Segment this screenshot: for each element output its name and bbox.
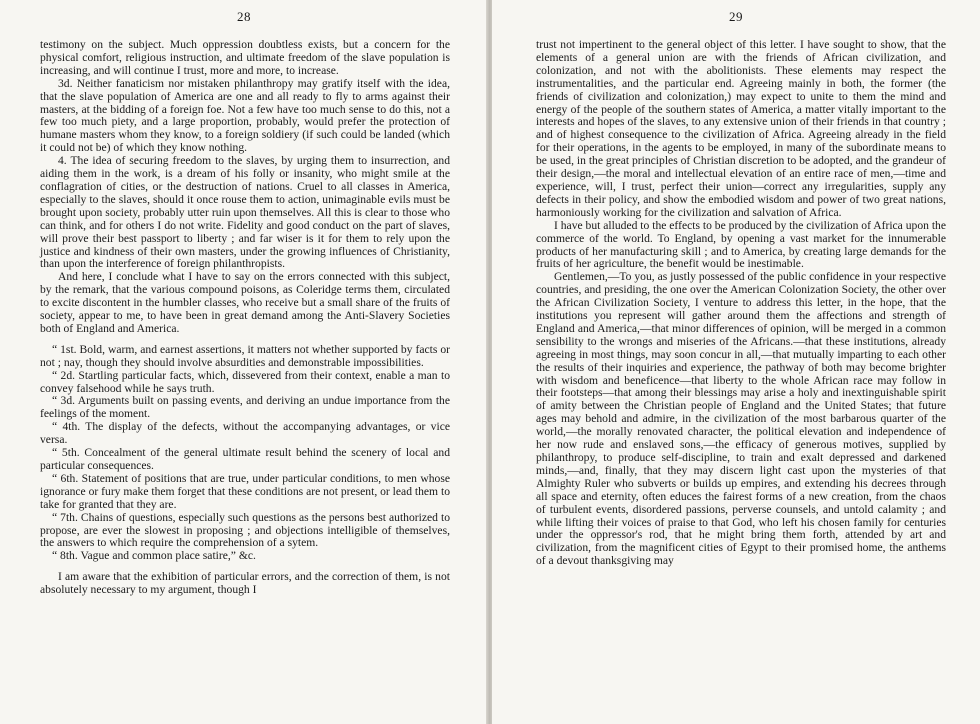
left-page-body [0,31,488,597]
list-item: “ 8th. Vague and common place satire,” &c. [52,549,256,563]
left-page [0,0,488,724]
list-item: “ 1st. Bold, warm, and earnest assertions, it matters not whether supported by facts or not ; nay, though they should involve absurdities and demonstrable impossibilities. [40,342,450,369]
list-item: “ 2d. Startling particular facts, which, dissevered from their context, enable a man to convey falsehood while he says truth. [40,368,450,395]
paragraph-alluded: I have but alluded to the effects to be produced by the civilization of Africa upon the commerce of the world. To England, by opening a vast market for the innumerable products of her manufacturing skill ; and to America, by creating large demands for the fruits of her agriculture, the benefit would be inestimable. [536,218,946,271]
paragraph-trust: trust not impertinent to the general object of this letter. I have sought to show, that the elements of a general union are with the friends of African civilization, and colonization, and not with the abolitionists. These elements may respect the instrumentalities, and the particular end. Agreeing mainly in both, the former (the friends of civilization and colonization,) may expect to unite to them the mind and energy of the people of the southern states of America, a matter vitally important to the interests and hopes of the slaves, to any extensive union of their friends in that country ; and of highest consequence to the civilization of Africa. Agreeing already in the field for their operations, in the agents to be employed, in many of the subordinate means to be used, in the great principles of Christian discretion to be adopted, and the grandeur of their design,—the moral and intellectual elevation of an entire race of men,—time and experience, will, I trust, perfect their union—correct any irregularities, supply any defects in their policy, and show the embodied wisdom and power of two great nations, harmoniously working for the civilization and salvation of Africa. [536,38,946,219]
list-item: “ 4th. The display of the defects, without the accompanying advantages, or vice versa. [40,420,450,447]
list-item: “ 6th. Statement of positions that are true, under particular conditions, to men whose ignorance or fury make them forget that these conditions are not present, or lead them to take for granted that they are. [40,471,450,511]
paragraph-and-here: And here, I conclude what I have to say on the errors connected with this subject, by the remark, that the various compound poisons, as Coleridge terms them, circulated to excite discontent in the humbler classes, who receive but a small share of the fruits of society, appear to me, to have been in great demand among the Anti-Slavery Societies both of England and America. [40,270,450,335]
paragraph-4: 4. The idea of securing freedom to the slaves, by urging them to insurrection, and aiding them in the work, is a dream of his folly or insanity, who might smile at the conflagration of cities, or the destruction of nations. Cruel to all classes in America, especially to the slaves, should it once rouse them to action, unimaginable evils must be brought upon society, probably utter ruin upon themselves. All this is clear to those who can think, and for others I do not write. Fidelity and good conduct on the part of slaves, will prove their best passport to liberty ; and far wiser is it for them to rely upon the justice and kindness of their own masters, under the growing influences of Christianity, than upon the interference of foreign philanthropists. [40,154,450,271]
paragraph-gentlemen: Gentlemen,—To you, as justly possessed of the public confidence in your respective countries, and presiding, the one over the American Colonization Society, the other over the African Civilization Society, I venture to address this letter, in the hope, that the institutions you represent will gather around them the affections and strength of England and America,—that minor differences of opinion, will be merged in a common sensibility to the wrongs and miseries of the Africans.—that these institutions, already agreeing in most things, may soon concur in all,—that mutually imparting to each other the results of their inquiries and experience, the pathway of both may become brighter with wisdom and beneficence—that liberty to the whole African race may follow in their footsteps—that among their blessings may arise a holy and inextinguishable spirit of amity between the Christian people of England and the United States; that future ages may behold and admire, in the civilization of the most barbarous quarter of the world,—the morally renovated character, the political elevation and independence of her now rude and enslaved sons,—the efficacy of generous motives, supplied by philanthropy, to produce self-discipline, to train and exalt depressed and darkened minds,—and, finally, that they may discern light cast upon the mysteries of that Almighty Ruler who subverts or builds up empires, and extending his decrees through all space and eternity, often educes the fairest forms of a new creation, from the chaos of turbulent events, disordered passions, perverse counsels, and untold calamity ; and while lifting their voices of praise to that God, who left his chosen family for centuries under the oppressor's rod, that he might bring them forth, attended by art and civilization, from the magnificent cities of Egypt to their promised home, the anthems of a devout thanksgiving may [536,270,946,568]
list-item: “ 5th. Concealment of the general ultimate result behind the scenery of local and particular consequences. [40,446,450,472]
list-item: “ 7th. Chains of questions, especially such questions as the persons best authorized to propose, are ever the slowest in proposing ; and objections intelligible of themselves, the answers to which require the comprehension of a sytem. [40,510,450,550]
right-page [492,0,980,724]
paragraph-closing: I am aware that the exhibition of particular errors, and the correction of them, is not absolutely necessary to my argument, though I [40,570,450,597]
paragraph-3d: 3d. Neither fanaticism nor mistaken philanthropy may gratify itself with the idea, that the slave population of America are one and all ready to fly to arms against their masters, at the bidding of a foreign foe. Not a few have too much sense to do this, not a few too much piety, and a large proportion, probably, would prefer the protection of humane masters whom they know, to a foreign soldiery (if such could be landed (which it could not be) of which they know nothing. [40,76,450,155]
quoted-list [40,344,450,563]
page-number-29: 29 [729,9,743,24]
page-number-28: 28 [237,9,251,24]
paragraph-testimony: testimony on the subject. Much oppression doubtless exists, but a concern for the physical comfort, religious instruction, and ultimate freedom of the slave population is increasing, and will continue I trust, more and more, to increase. [40,38,450,77]
right-page-body [492,31,980,568]
list-item: “ 3d. Arguments built on passing events, and deriving an undue importance from the feelings of the moment. [40,394,450,421]
